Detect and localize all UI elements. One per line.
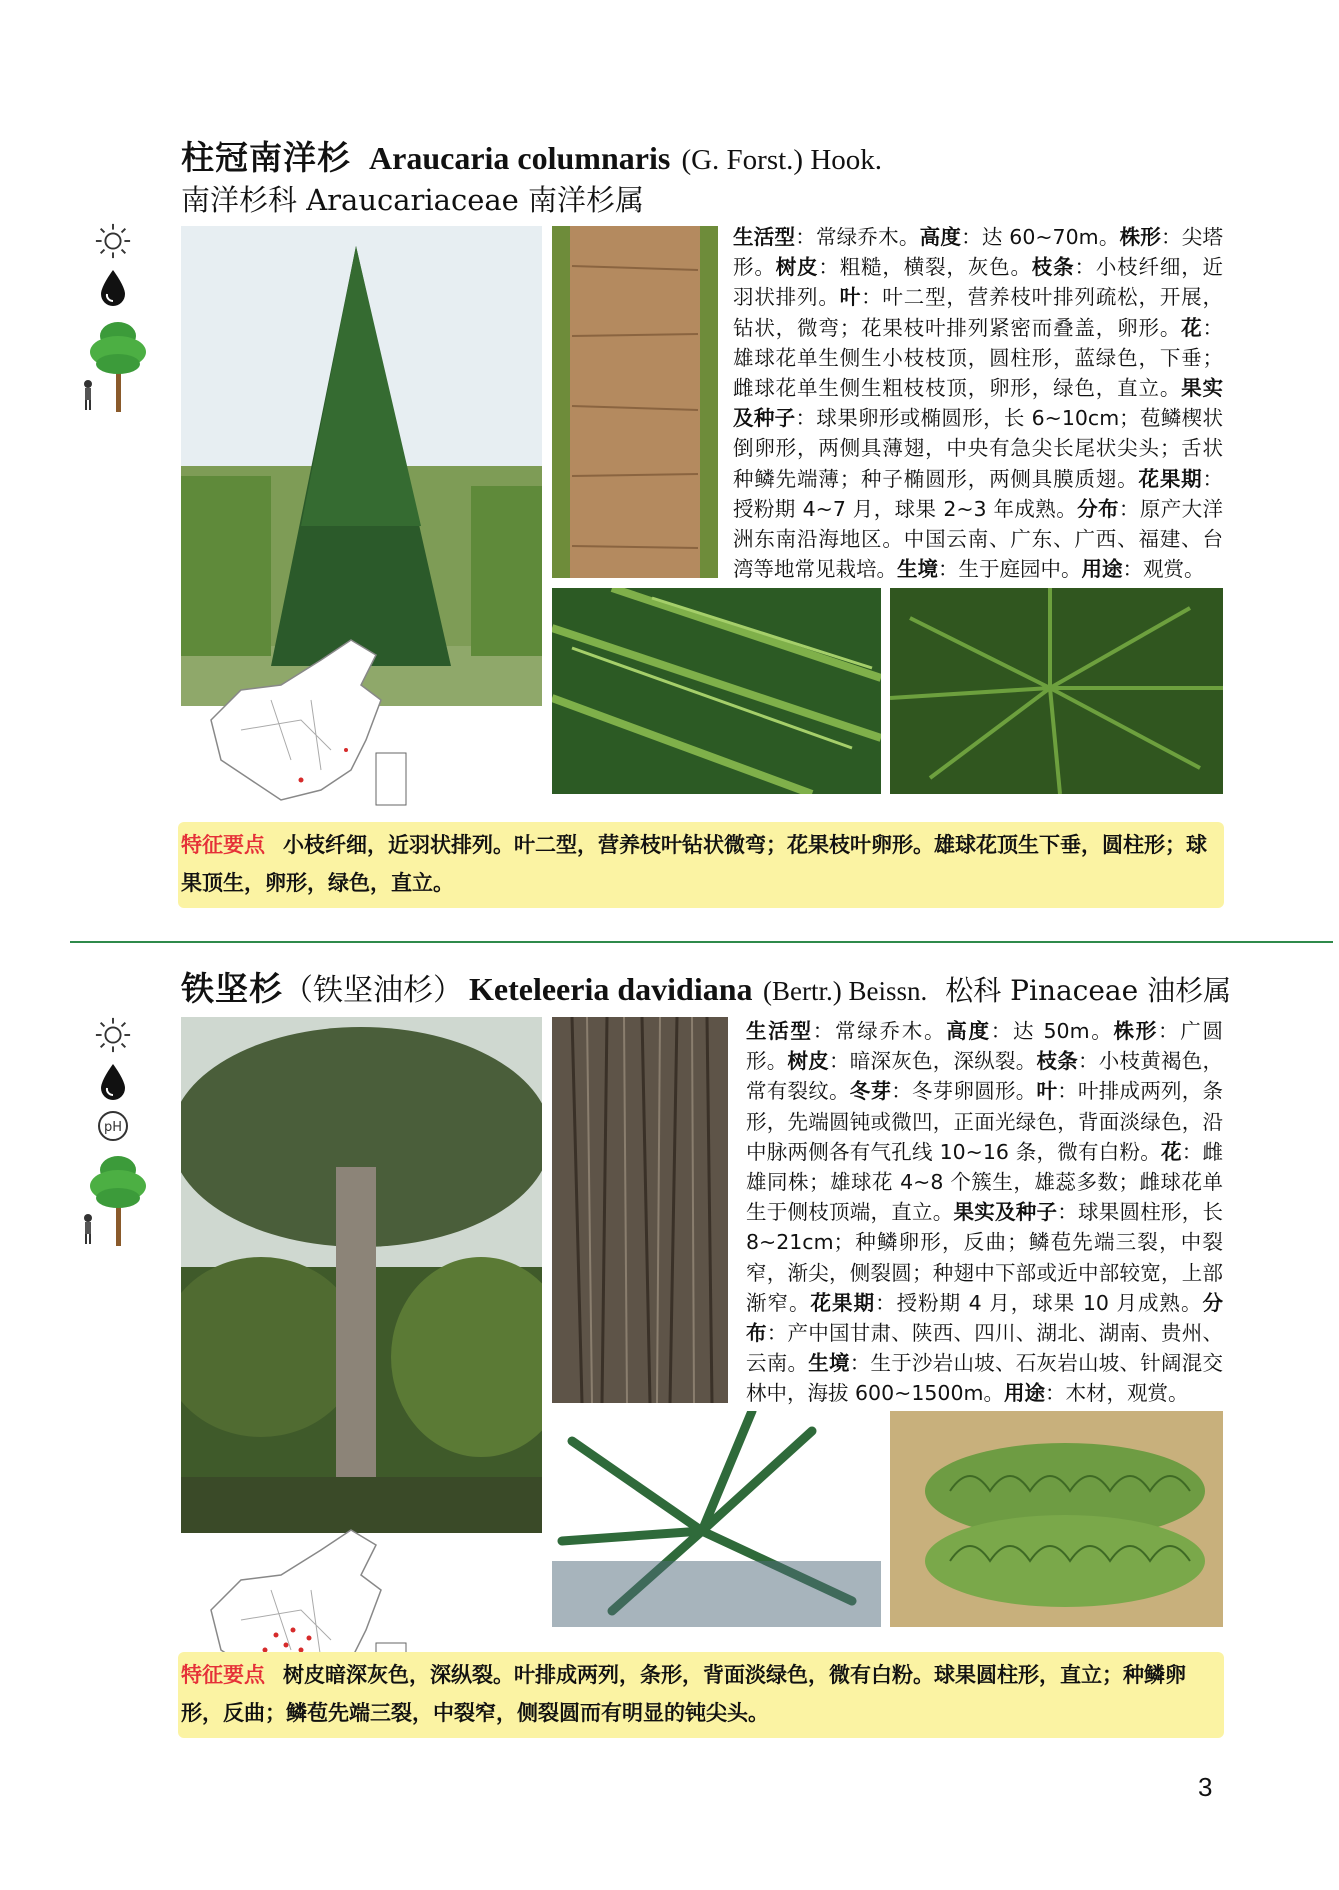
desc-text: 雄球花单生侧生小枝枝顶，圆柱形，蓝绿色，下垂；雌球花单生侧生粗枝枝顶，卵形，绿色，直立。 — [733, 345, 1223, 401]
species2-family: 松科 Pinaceae 油杉属 — [945, 974, 1232, 1007]
desc-label: 叶 — [839, 285, 862, 310]
species1-habitat-icons — [80, 222, 150, 414]
desc-label: 枝条 — [1036, 1049, 1078, 1074]
species1-key-text: 小枝纤细，近羽状排列。叶二型，营养枝叶钻状微弯；花果枝叶卵形。雄球花顶生下垂，圆柱形；球果顶生，卵形，绿色，直立。 — [181, 832, 1207, 895]
desc-label: 果实及种子 — [733, 376, 1224, 431]
species2-cone-photo — [890, 1411, 1223, 1627]
species2-bark-photo — [552, 1017, 728, 1403]
desc-text: 球果卵形或椭圆形，长 6~10cm；苞鳞楔状倒卵形，两侧具薄翅，中央有急尖长尾状尖头；舌状种鳞先端薄；种子椭圆形，两侧具膜质翅。 — [733, 406, 1224, 491]
desc-label: 用途 — [1081, 557, 1123, 582]
desc-label: 生活型 — [746, 1019, 813, 1043]
species2-cn-name: 铁坚杉 — [181, 969, 283, 1008]
sun-icon — [94, 1016, 132, 1054]
species2-cn-alias: （铁坚油杉） — [283, 973, 463, 1008]
desc-text: 生于沙岩山坡、石灰岩山坡、针阔混交林中，海拔 600~1500m。 — [746, 1351, 1223, 1406]
desc-text: 木材，观赏。 — [1065, 1381, 1189, 1406]
desc-label: 高度 — [919, 225, 962, 249]
desc-text: 冬芽卵圆形。 — [912, 1079, 1037, 1104]
desc-label: 叶 — [1036, 1079, 1058, 1104]
species1-latin-name: Araucaria columnaris — [369, 140, 671, 176]
species2-key-text: 树皮暗深灰色，深纵裂。叶排成两列，条形，背面淡绿色，微有白粉。球果圆柱形，直立；种鳞卵形，反曲；鳞苞先端三裂，中裂窄，侧裂圆而有明显的钝尖头。 — [181, 1662, 1186, 1725]
sun-icon — [94, 222, 132, 260]
tree-height-icon — [80, 1148, 154, 1248]
desc-text: 达 60~70m。 — [981, 225, 1120, 249]
desc-label: 株形 — [1113, 1019, 1159, 1043]
desc-label: 花 — [1181, 315, 1203, 340]
species1-author: (G. Forst.) Hook. — [681, 144, 883, 176]
page-number: 3 — [1198, 1772, 1213, 1802]
species2-tree-photo — [181, 1017, 542, 1533]
species2-author: (Bertr.) Beissn. — [763, 976, 928, 1006]
section-divider — [70, 941, 1333, 943]
species1-branchlet-photo — [890, 588, 1223, 794]
species1-bark-photo — [552, 226, 718, 578]
species2-habitat-icons — [80, 1016, 150, 1248]
desc-text: 观赏。 — [1143, 557, 1205, 582]
tree-height-icon — [80, 314, 154, 414]
species2-title — [181, 963, 1231, 1010]
ph-icon — [97, 1110, 129, 1142]
species2-leaf-photo — [552, 1411, 881, 1627]
svg-text:pH: pH — [103, 1120, 123, 1135]
water-drop-icon — [98, 268, 128, 308]
desc-label: 树皮 — [775, 255, 819, 280]
desc-label: 枝条 — [1031, 255, 1075, 280]
species1-key-label: 特征要点 — [181, 832, 265, 857]
desc-text: 叶二型，营养枝叶排列疏松，开展，钻状，微弯；花果枝叶排列紧密而叠盖，卵形。 — [733, 285, 1224, 340]
species1-leaf-photo — [552, 588, 881, 794]
species1-description: 生活型：常绿乔木。高度：达 60~70m。株形：尖塔形。树皮：粗糙，横裂，灰色。枝条：小枝纤细，近羽状排列。叶：叶二型，营养枝叶排列疏松，开展，钻状，微弯；花果枝叶排列紧密而叠盖，卵形。花：雄球花单生侧生小枝枝顶，圆柱形，蓝绿色，下垂；雌球花单生侧生粗枝枝顶，卵形，绿色，直立。果实及种子：球果卵形或椭圆形，长 6~10cm；苞鳞楔状倒卵形，两侧具薄翅，中央有急尖长尾状尖头；舌状种鳞先端薄；种子椭圆形，两侧具膜质翅。花果期：授粉期 4~7 月，球果 2~3 年成熟。分布：原产大洋洲东南沿海地区。中国云南、广东、广西、福建、台湾等地常见栽培。生境：生于庭园中。用途：观赏。 — [733, 225, 1224, 582]
species2-latin-name: Keteleeria davidiana — [469, 971, 753, 1007]
desc-label: 花 — [1160, 1139, 1182, 1164]
desc-label: 生境 — [808, 1351, 850, 1376]
water-drop-icon — [98, 1062, 128, 1102]
desc-text: 广圆形。 — [746, 1019, 1224, 1074]
desc-text: 叶排成两列，条形，先端圆钝或微凹，正面光绿色，背面淡绿色，沿中脉两侧各有气孔线 10~16 条，微有白粉。 — [746, 1079, 1223, 1164]
desc-label: 花果期 — [1138, 466, 1203, 491]
desc-label: 果实及种子 — [953, 1200, 1058, 1225]
desc-label: 高度 — [946, 1019, 991, 1043]
species1-cn-name: 柱冠南洋杉 — [181, 138, 351, 177]
desc-label: 分布 — [746, 1290, 1224, 1346]
desc-text: 常绿乔木。 — [815, 225, 920, 249]
desc-label: 冬芽 — [849, 1079, 892, 1104]
desc-text: 雌雄同株；雄球花 4~8 个簇生，雄蕊多数；雌球花单生于侧枝顶端，直立。 — [746, 1139, 1224, 1225]
species1-distribution-map — [181, 630, 421, 820]
desc-text: 达 50m。 — [1012, 1019, 1114, 1043]
species1-title — [181, 132, 882, 179]
desc-text: 生于庭园中。 — [958, 557, 1082, 582]
desc-text: 小枝黄褐色，常有裂纹。 — [746, 1049, 1223, 1104]
species1-key-points — [181, 826, 1221, 902]
desc-text: 授粉期 4~7 月，球果 2~3 年成熟。 — [733, 496, 1078, 521]
desc-label: 树皮 — [787, 1049, 829, 1074]
desc-text: 常绿乔木。 — [835, 1019, 947, 1043]
desc-text: 授粉期 4 月，球果 10 月成熟。 — [896, 1290, 1203, 1315]
desc-text: 小枝纤细，近羽状排列。 — [733, 255, 1224, 310]
desc-text: 球果圆柱形，长 8~21cm；种鳞卵形，反曲；鳞苞先端三裂，中裂窄，渐尖，侧裂圆；种翅中下部或近中部较宽，上部渐窄。 — [746, 1200, 1223, 1315]
desc-text: 原产大洋洲东南沿海地区。中国云南、广东、广西、福建、台湾等地常见栽培。 — [733, 496, 1224, 582]
desc-text: 尖塔形。 — [733, 225, 1224, 280]
desc-text: 暗深灰色，深纵裂。 — [849, 1049, 1037, 1074]
desc-label: 生活型 — [733, 225, 796, 249]
desc-label: 分布 — [1077, 496, 1119, 521]
desc-text: 产中国甘肃、陕西、四川、湖北、湖南、贵州、云南。 — [746, 1321, 1223, 1376]
species1-family: 南洋杉科 Araucariaceae 南洋杉属 — [181, 183, 645, 217]
species2-description: 生活型：常绿乔木。高度：达 50m。株形：广圆形。树皮：暗深灰色，深纵裂。枝条：小枝黄褐色，常有裂纹。冬芽：冬芽卵圆形。叶：叶排成两列，条形，先端圆钝或微凹，正面光绿色，背面淡绿色，沿中脉两侧各有气孔线 10~16 条，微有白粉。花：雌雄同株；雄球花 4~8 个簇生，雄蕊多数；雌球花单生于侧枝顶端，直立。果实及种子：球果圆柱形，长 8~21cm；种鳞卵形，反曲；鳞苞先端三裂，中裂窄，渐尖，侧裂圆；种翅中下部或近中部较宽，上部渐窄。花果期：授粉期 4 月，球果 10 月成熟。分布：产中国甘肃、陕西、四川、湖北、湖南、贵州、云南。生境：生于沙岩山坡、石灰岩山坡、针阔混交林中，海拔 600~1500m。用途：木材，观赏。 — [746, 1019, 1224, 1406]
desc-text: 粗糙，横裂，灰色。 — [839, 255, 1032, 280]
desc-label: 生境 — [897, 557, 938, 582]
desc-label: 株形 — [1119, 225, 1162, 249]
species2-key-points — [181, 1656, 1221, 1732]
desc-label: 用途 — [1003, 1381, 1045, 1406]
desc-label: 花果期 — [810, 1290, 876, 1315]
species2-key-label: 特征要点 — [181, 1662, 265, 1687]
